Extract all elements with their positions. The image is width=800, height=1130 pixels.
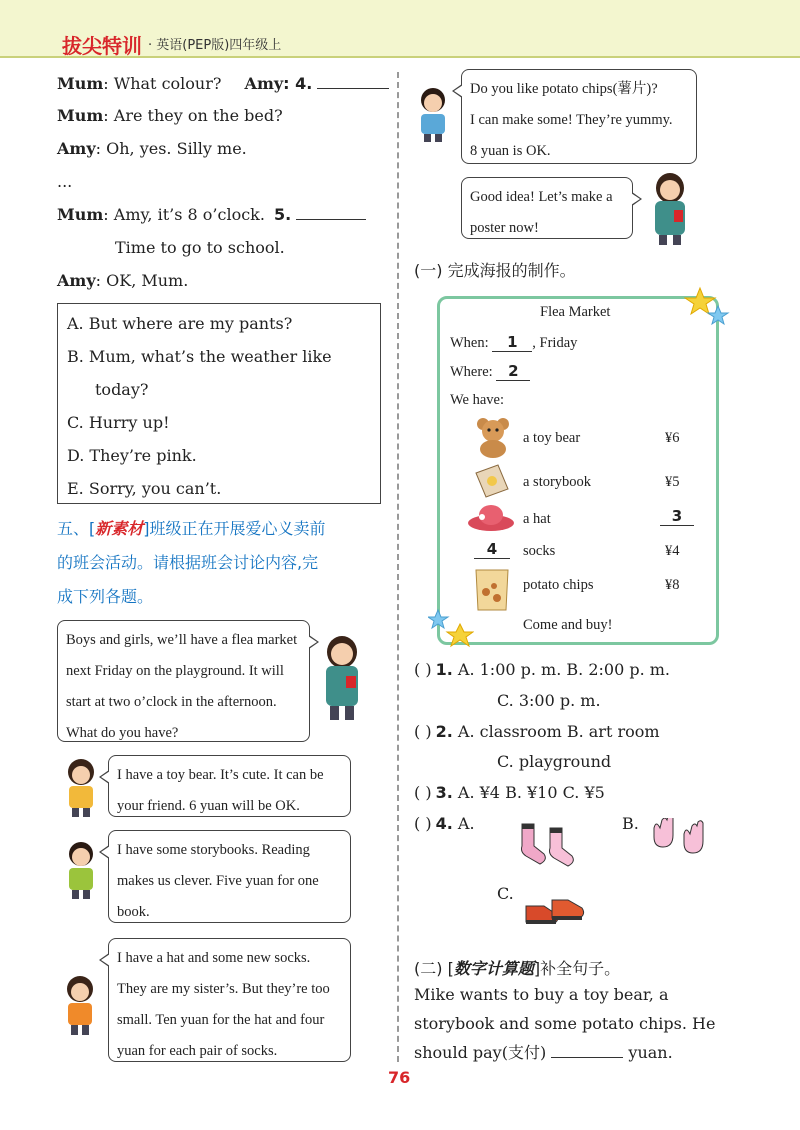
answer-blank-4[interactable] [317,74,389,89]
item-name: a hat [523,511,551,527]
teacher-figure [316,632,368,722]
brand-title: 拔尖特训 [62,34,142,58]
boy-speech-bubble-2: Do you like potato chips(薯片)? I can make some! They’re yummy. 8 yuan is OK. [461,69,697,164]
question-2-option-c: C. playground [497,752,612,771]
shoes-icon [524,892,586,928]
hat-icon [466,503,516,533]
question-3: ( ) 3. A. ¥4 B. ¥10 C. ¥5 [414,783,605,802]
toy-bear-icon [474,416,512,458]
question-4-option-c: C. [497,884,514,903]
storybook-icon [472,463,512,499]
task-heading: 五、[新素材]班级正在开展爱心义卖前 [57,519,326,538]
teacher-speech-bubble: Boys and girls, we’ll have a flea market next Friday on the playground. It will start at two o’clock in the afternoon. What do you have? [57,620,310,742]
boy-figure [60,840,102,900]
boy-figure-2 [412,86,454,142]
girl-speech-bubble-2: I have a hat and some new socks. They are my sister’s. But they’re too small. Ten yuan for the hat and four yuan for each pair of socks. [108,938,351,1062]
poster-title: Flea Market [540,304,611,320]
option-a: A. But where are my pants? [67,314,293,333]
answer-paren[interactable]: ( ) [414,660,432,679]
option-c: C. Hurry up! [67,413,170,432]
dialogue-ellipsis: ... [57,172,73,191]
question-4-option-b: B. [622,814,639,833]
item-name: a storybook [523,474,592,490]
answer-blank-5[interactable] [296,205,366,220]
speaker: Amy [244,74,284,93]
item-price: ¥8 [665,577,680,593]
item-qty-blank: 4 [474,540,510,559]
option-e: E. Sorry, you can’t. [67,479,222,498]
page-number: 76 [388,1068,411,1087]
item-name: potato chips [523,577,594,593]
teacher-speech-bubble-2: Good idea! Let’s make a poster now! [461,177,633,239]
dialogue-line-1: Mum: What colour? Amy: 4. [57,74,389,94]
option-b-cont: today? [95,380,149,399]
item-price: ¥6 [665,430,680,446]
answer-blank-total[interactable] [551,1043,623,1058]
boy-speech-bubble-1: I have some storybooks. Reading makes us clever. Five yuan for one book. [108,830,351,923]
task-heading-2: 的班会活动。请根据班会讨论内容,完 [57,553,319,572]
dialogue-line-6: Amy: OK, Mum. [57,271,189,290]
dialogue-line-2: Mum: Are they on the bed? [57,106,283,125]
star-decoration-icon [684,286,730,330]
part-1-title: (一) 完成海报的制作。 [414,261,576,280]
girl-speech-bubble-1: I have a toy bear. It’s cute. It can be your friend. 6 yuan will be OK. [108,755,351,817]
item-price: ¥5 [665,474,680,490]
poster-where: Where: 2 [450,362,530,381]
girl-figure [60,758,102,818]
speaker: Mum [57,74,104,93]
girl-figure-2 [58,975,102,1037]
question-4: ( ) 4. A. [414,814,475,833]
answer-paren[interactable]: ( ) [414,722,432,741]
question-2: ( ) 2. A. classroom B. art room [414,722,660,741]
poster-when: When: 1 , Friday [450,333,578,351]
star-decoration-icon-2 [428,608,474,648]
question-1-option-c: C. 3:00 p. m. [497,691,601,710]
gloves-icon [650,818,714,866]
item-name: a toy bear [523,430,581,446]
dialogue-line-5: Time to go to school. [115,238,285,257]
item-name: socks [523,543,556,559]
part-2-line-1: Mike wants to buy a toy bear, a [414,985,669,1004]
dialogue-line-3: Amy: Oh, yes. Silly me. [57,139,247,158]
book-subtitle: · 英语(PEP版)四年级上 [148,38,282,53]
part-2-title: (二) [数字计算题]补全句子。 [414,959,621,978]
option-d: D. They’re pink. [67,446,197,465]
item-price-blank: 3 [660,507,694,526]
part-2-line-2: storybook and some potato chips. He [414,1014,716,1033]
part-2-line-3: should pay(支付) yuan. [414,1043,673,1062]
socks-icon [512,822,580,868]
dialogue-line-4: Mum: Amy, it’s 8 o’clock. 5. [57,205,366,225]
item-price: ¥4 [665,543,680,559]
poster-footer: Come and buy! [523,617,613,633]
answer-paren[interactable]: ( ) [414,783,432,802]
option-b: B. Mum, what’s the weather like [67,347,332,366]
potato-chips-icon [472,568,512,612]
question-1: ( ) 1. A. 1:00 p. m. B. 2:00 p. m. [414,660,671,679]
task-heading-3: 成下列各题。 [57,587,154,606]
teacher-figure-2 [644,170,696,246]
answer-paren[interactable]: ( ) [414,814,432,833]
poster-we-have: We have: [450,392,504,408]
column-divider [397,72,399,1062]
